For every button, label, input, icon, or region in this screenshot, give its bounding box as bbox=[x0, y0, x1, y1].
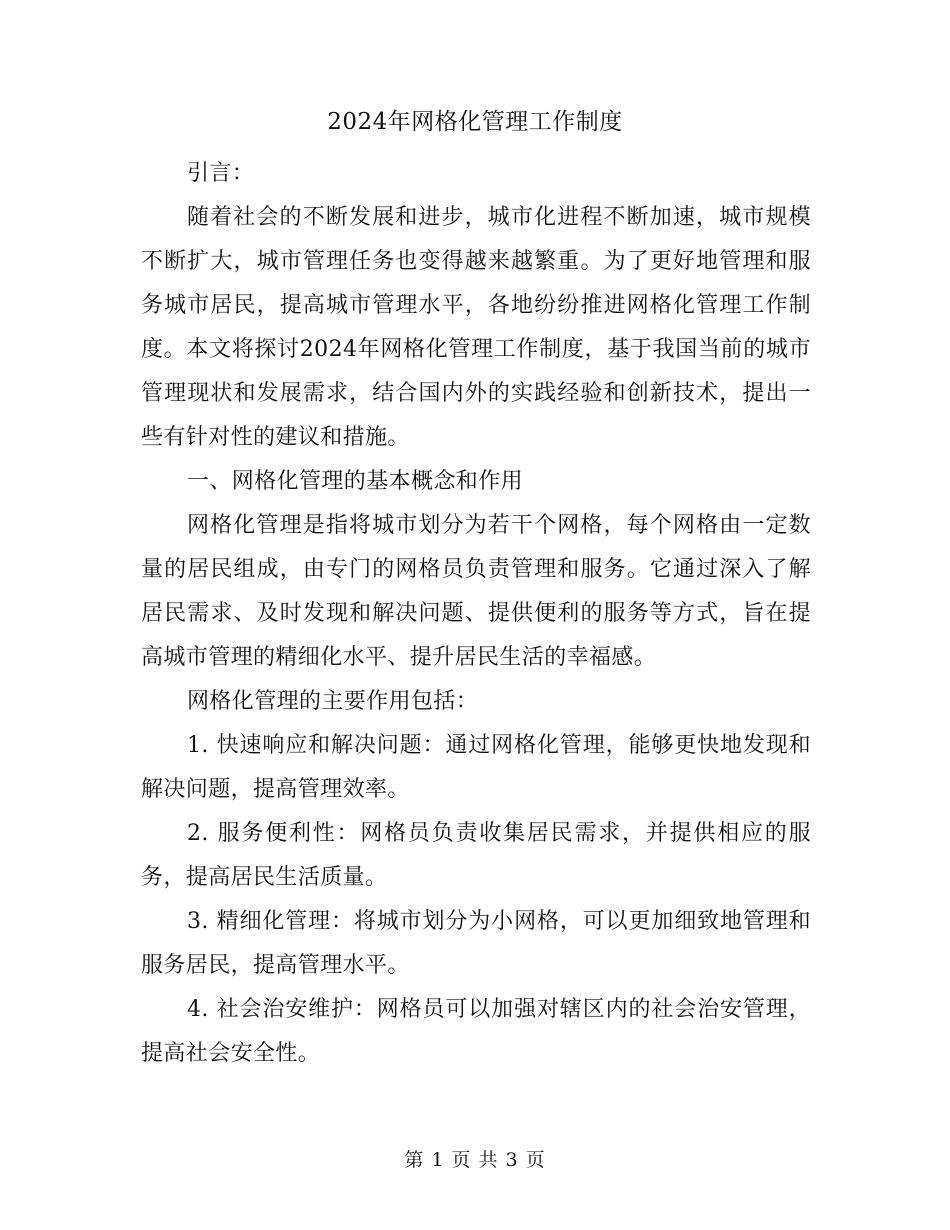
paragraph-definition: 网格化管理是指将城市划分为若干个网格，每个网格由一定数量的居民组成，由专门的网格员负责管理和服务。它通过深入了解居民需求、及时发现和解决问题、提供便利的服务等方式，旨在提高城市管理的精细化水平、提升居民生活的幸福感。 bbox=[141, 513, 811, 670]
list-item-3: 3. 精细化管理：将城市划分为小网格，可以更加细致地管理和服务居民，提高管理水平。 bbox=[141, 909, 811, 978]
list-item-4: 4. 社会治安维护：网格员可以加强对辖区内的社会治安管理，提高社会安全性。 bbox=[141, 997, 811, 1066]
paragraph-roles-intro: 网格化管理的主要作用包括： bbox=[187, 689, 479, 714]
document-body bbox=[141, 152, 811, 1076]
list-item-1: 1. 快速响应和解决问题：通过网格化管理，能够更快地发现和解决问题，提高管理效率。 bbox=[141, 733, 811, 802]
page-footer: 第 1 页 共 3 页 bbox=[404, 1149, 546, 1171]
paragraph-intro-heading: 引言： bbox=[187, 161, 255, 186]
list-item-2: 2. 服务便利性：网格员负责收集居民需求，并提供相应的服务，提高居民生活质量。 bbox=[141, 821, 811, 890]
paragraph-intro: 随着社会的不断发展和进步，城市化进程不断加速，城市规模不断扩大，城市管理任务也变得越来越繁重。为了更好地管理和服务城市居民，提高城市管理水平，各地纷纷推进网格化管理工作制度。本文将探讨2024年网格化管理工作制度，基于我国当前的城市管理现状和发展需求，结合国内外的实践经验和创新技术，提出一些有针对性的建议和措施。 bbox=[141, 205, 811, 450]
document-title: 2024年网格化管理工作制度 bbox=[327, 109, 623, 135]
section-heading-1: 一、网格化管理的基本概念和作用 bbox=[187, 469, 524, 494]
